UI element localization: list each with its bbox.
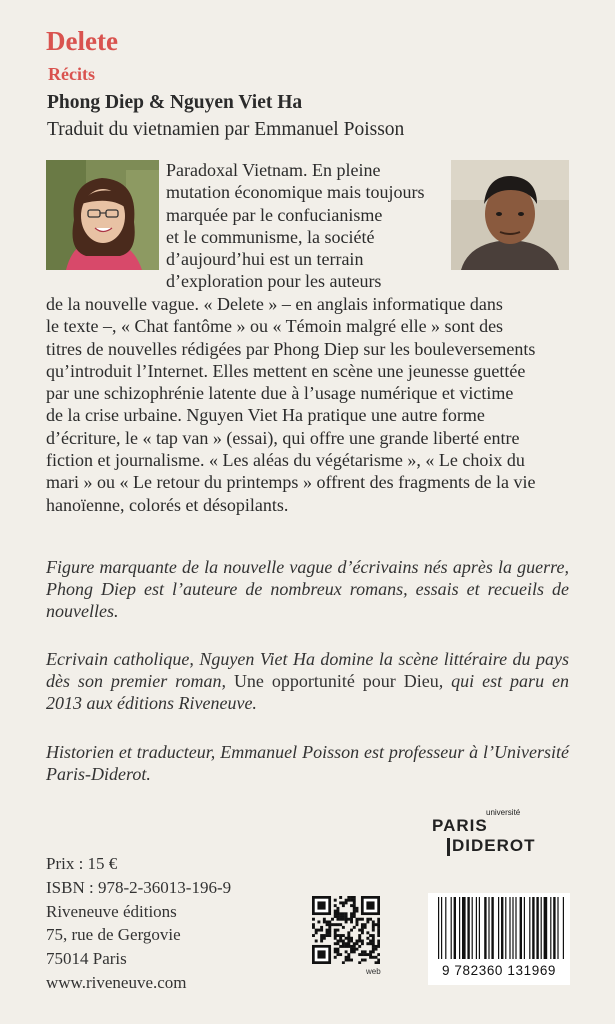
logo-small-text: université (486, 808, 521, 817)
summary-line: de la nouvelle vague. « Delete » – en anglais informatique dans (46, 294, 503, 314)
publisher-name: Riveneuve éditions (46, 901, 177, 921)
price: Prix : 15 € (46, 854, 118, 873)
summary-line: mari » ou « Le retour du printemps » offrent des fragments de la vie (46, 472, 536, 493)
summary-line: de la crise urbaine. Nguyen Viet Ha pratique une autre forme (46, 405, 485, 426)
logo-bar (447, 838, 450, 856)
publisher-info (46, 852, 231, 995)
qr-code[interactable] (312, 896, 380, 964)
summary-line: le texte –, « Chat fantôme » ou « Témoin malgré elle » sont des (46, 316, 504, 337)
summary-line: hanoïenne, colorés et désopilants. (46, 494, 289, 515)
bio-nguyen-viet-ha (46, 648, 569, 714)
bio-text: , qui est paru en 2013 aux éditions Riveneuve. (46, 671, 569, 713)
summary-line: fiction et journalisme. « Les aléas du végétarisme », « Le choix du (46, 450, 525, 471)
publisher-website[interactable]: www.riveneuve.com (46, 972, 187, 992)
publisher-city: 75014 Paris (46, 949, 127, 969)
summary-line: par une schizophrénie latente due à l’usage numérique et victime (46, 383, 514, 404)
barcode (428, 893, 570, 985)
translator-credit: Traduit du vietnamien par Emmanuel Poisson (47, 119, 405, 140)
bio-phong-diep: Figure marquante de la nouvelle vague d’écrivains nés après la guerre, Phong Diep est l’auteure de nombreux romans, essais et recueils de nouvelles. (46, 557, 569, 621)
bio-text: Ecrivain catholique, Nguyen Viet Ha domine la scène littéraire du pays dès son premier roman, (46, 649, 569, 691)
summary-line: titres de nouvelles rédigées par Phong Diep sur les bouleversements (46, 338, 536, 359)
university-logo (430, 808, 570, 860)
qr-caption: web (366, 967, 381, 976)
summary-line: qu’introduit l’Internet. Elles mettent en scène une jeunesse guettée (46, 360, 526, 381)
summary-line: d’exploration pour les auteurs (166, 271, 382, 292)
logo-line-1: PARIS (432, 816, 488, 835)
barcode-number: 9 782360 131969 (441, 963, 557, 978)
summary-line: et le communisme, la société (166, 226, 375, 247)
bio-translator: Historien et traducteur, Emmanuel Poisson est professeur à l’Université Paris-Diderot. (46, 742, 569, 784)
summary-intro (166, 159, 445, 293)
book-genre: Récits (48, 64, 95, 84)
book-title: Delete (46, 26, 118, 56)
logo-line-2: DIDEROT (452, 836, 536, 855)
author-photo-nguyen-viet-ha (451, 160, 569, 270)
summary-line: mutation économique mais toujours (166, 182, 425, 203)
authors: Phong Diep & Nguyen Viet Ha (47, 92, 303, 113)
isbn: ISBN : 978-2-36013-196-9 (46, 877, 232, 897)
summary-line: d’aujourd’hui est un terrain (166, 249, 364, 270)
summary-line: d’écriture, le « tap van » (essai), qui offre une grande liberté entre (46, 427, 520, 448)
summary-body (46, 293, 569, 516)
author-photo-phong-diep (46, 160, 159, 270)
summary-line: Paradoxal Vietnam. En pleine (166, 160, 381, 180)
summary-line: marquée par le confucianisme (166, 204, 383, 225)
book-reference: Une opportunité pour Dieu (233, 671, 439, 691)
publisher-street: 75, rue de Gergovie (46, 925, 181, 945)
